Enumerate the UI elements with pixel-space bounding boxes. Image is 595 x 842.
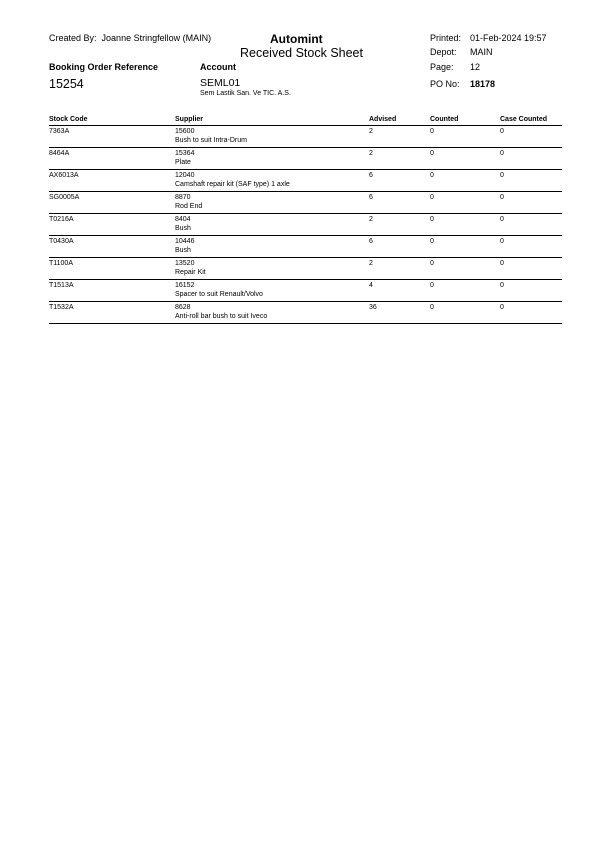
supplier-cell: [175, 281, 263, 299]
created-by-value: Joanne Stringfellow (MAIN): [101, 33, 212, 43]
supplier-code: 8628: [175, 304, 191, 311]
supplier-code: 16152: [175, 282, 195, 289]
stock-code: T1532A: [49, 304, 74, 311]
printed-value: 01-Feb-2024 19:57: [470, 33, 547, 43]
item-description: Anti-roll bar bush to suit Iveco: [175, 313, 268, 320]
booking-ref-label: Booking Order Reference: [49, 62, 159, 72]
supplier-cell: [175, 149, 194, 167]
advised-qty: 4: [369, 282, 373, 289]
item-description: Bush to suit Intra-Drum: [175, 137, 247, 144]
case-counted-qty: 0: [500, 304, 504, 311]
stock-code: SG0005A: [49, 194, 80, 201]
table-row: [49, 148, 562, 170]
counted-qty: 0: [430, 194, 434, 201]
supplier-code: 13520: [175, 260, 195, 267]
counted-qty: 0: [430, 128, 434, 135]
col-counted: Counted: [430, 116, 459, 123]
created-by: [49, 33, 211, 43]
table-row: [49, 280, 562, 302]
depot-value: MAIN: [470, 47, 493, 57]
account-label: Account: [200, 62, 236, 72]
advised-qty: 6: [369, 238, 373, 245]
advised-qty: 6: [369, 194, 373, 201]
po-label: PO No:: [430, 79, 460, 89]
case-counted-qty: 0: [500, 194, 504, 201]
created-by-label: Created By:: [49, 33, 97, 43]
supplier-cell: [175, 237, 194, 255]
supplier-cell: [175, 127, 247, 145]
supplier-cell: [175, 171, 290, 189]
counted-qty: 0: [430, 304, 434, 311]
stock-code: T1513A: [49, 282, 74, 289]
advised-qty: 36: [369, 304, 377, 311]
stock-code: AX6013A: [49, 172, 79, 179]
table-row: [49, 170, 562, 192]
col-advised: Advised: [369, 116, 397, 123]
company-name: Automint: [270, 32, 323, 46]
stock-code: 7363A: [49, 128, 70, 135]
stock-table: [49, 115, 562, 324]
stock-code: T0216A: [49, 216, 74, 223]
table-row: [49, 258, 562, 280]
case-counted-qty: 0: [500, 172, 504, 179]
item-description: Rod End: [175, 203, 203, 210]
depot-label: Depot:: [430, 47, 457, 57]
stock-code: 8464A: [49, 150, 70, 157]
advised-qty: 6: [369, 172, 373, 179]
page-label: Page:: [430, 62, 454, 72]
item-description: Bush: [175, 247, 191, 254]
table-row: [49, 302, 562, 324]
table-row: [49, 236, 562, 258]
advised-qty: 2: [369, 260, 373, 267]
account-name: Sem Lastik San. Ve TIC. A.S.: [200, 90, 291, 97]
po-value: 18178: [470, 79, 496, 89]
table-header: [49, 115, 562, 126]
table-row: [49, 126, 562, 148]
counted-qty: 0: [430, 150, 434, 157]
supplier-code: 12040: [175, 172, 195, 179]
supplier-code: 8870: [175, 194, 191, 201]
supplier-code: 15600: [175, 128, 195, 135]
supplier-cell: [175, 303, 267, 321]
booking-ref-value: 15254: [49, 77, 84, 91]
advised-qty: 2: [369, 128, 373, 135]
case-counted-qty: 0: [500, 216, 504, 223]
case-counted-qty: 0: [500, 260, 504, 267]
counted-qty: 0: [430, 216, 434, 223]
item-description: Plate: [175, 159, 191, 166]
supplier-cell: [175, 259, 206, 277]
page-value: 12: [470, 62, 481, 72]
printed-label: Printed:: [430, 33, 462, 43]
account-code: SEML01: [200, 77, 241, 89]
advised-qty: 2: [369, 150, 373, 157]
counted-qty: 0: [430, 282, 434, 289]
case-counted-qty: 0: [500, 128, 504, 135]
stock-code: T0430A: [49, 238, 74, 245]
col-case-counted: Case Counted: [500, 116, 548, 123]
supplier-code: 10446: [175, 238, 195, 245]
table-row: [49, 214, 562, 236]
col-stock-code: Stock Code: [49, 116, 88, 123]
col-supplier: Supplier: [175, 116, 204, 123]
item-description: Spacer to suit Renault/Volvo: [175, 291, 263, 298]
case-counted-qty: 0: [500, 150, 504, 157]
counted-qty: 0: [430, 172, 434, 179]
case-counted-qty: 0: [500, 282, 504, 289]
item-description: Bush: [175, 225, 191, 232]
counted-qty: 0: [430, 238, 434, 245]
supplier-code: 8404: [175, 216, 191, 223]
sheet-title: Received Stock Sheet: [240, 46, 363, 60]
advised-qty: 2: [369, 216, 373, 223]
table-body: [49, 126, 562, 324]
supplier-cell: [175, 215, 191, 233]
item-description: Repair Kit: [175, 269, 206, 276]
stock-code: T1100A: [49, 260, 73, 267]
table-row: [49, 192, 562, 214]
case-counted-qty: 0: [500, 238, 504, 245]
item-description: Camshaft repair kit (SAF type) 1 axle: [175, 181, 290, 188]
supplier-code: 15364: [175, 150, 195, 157]
counted-qty: 0: [430, 260, 434, 267]
supplier-cell: [175, 193, 202, 211]
